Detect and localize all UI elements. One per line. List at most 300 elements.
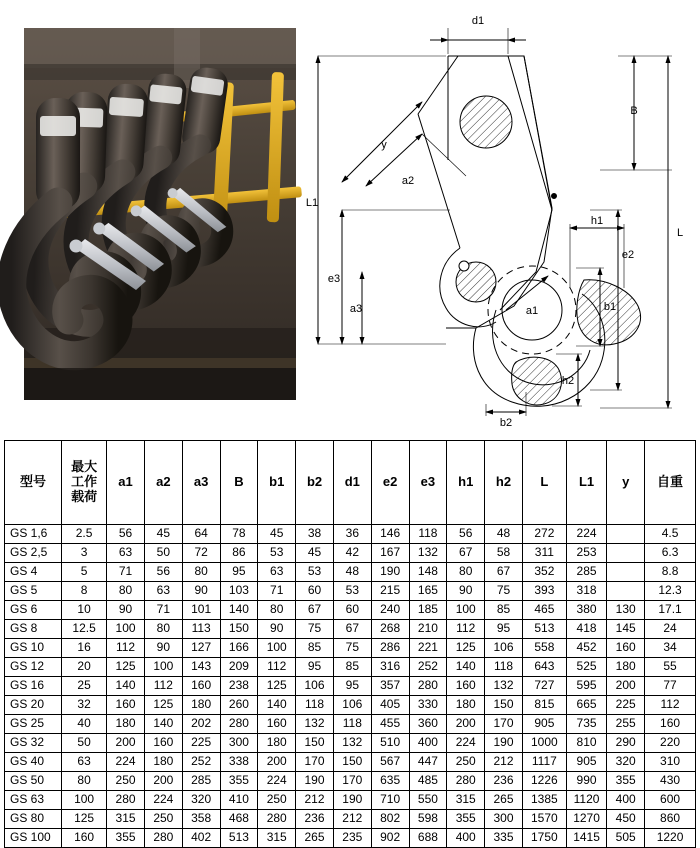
cell-b2: 265	[296, 829, 334, 848]
table-row	[5, 810, 696, 829]
cell-wll: 63	[62, 753, 107, 772]
cell-model: GS 2,5	[5, 544, 62, 563]
cell-h1: 80	[447, 563, 485, 582]
cell-b1: 224	[258, 772, 296, 791]
dim-label-h2: h2	[561, 375, 575, 387]
cell-e2: 190	[371, 563, 409, 582]
table-row	[5, 772, 696, 791]
cell-e3: 132	[409, 544, 447, 563]
col-header-h1: h1	[447, 441, 485, 525]
cell-a3: 90	[182, 582, 220, 601]
cell-b2: 38	[296, 525, 334, 544]
cell-B: 513	[220, 829, 258, 848]
cell-b2: 212	[296, 791, 334, 810]
cell-d1: 170	[333, 772, 371, 791]
cell-e2: 902	[371, 829, 409, 848]
cell-L1: 380	[566, 601, 606, 620]
cell-b2: 85	[296, 639, 334, 658]
cell-wll: 40	[62, 715, 107, 734]
cell-h2: 212	[485, 753, 523, 772]
cell-B: 78	[220, 525, 258, 544]
cell-L1: 318	[566, 582, 606, 601]
cell-weight: 77	[645, 677, 696, 696]
cell-d1: 235	[333, 829, 371, 848]
dim-label-L1: L1	[305, 197, 319, 209]
cell-a1: 90	[107, 601, 145, 620]
cell-d1: 42	[333, 544, 371, 563]
cell-a2: 250	[144, 810, 182, 829]
cell-d1: 85	[333, 658, 371, 677]
cell-b1: 140	[258, 696, 296, 715]
cell-d1: 36	[333, 525, 371, 544]
cell-e3: 280	[409, 677, 447, 696]
cell-e2: 146	[371, 525, 409, 544]
cell-e2: 710	[371, 791, 409, 810]
cell-a1: 71	[107, 563, 145, 582]
cell-model: GS 4	[5, 563, 62, 582]
col-header-L: L	[522, 441, 566, 525]
cell-B: 468	[220, 810, 258, 829]
cell-L: 905	[522, 715, 566, 734]
col-header-B: B	[220, 441, 258, 525]
cell-weight: 24	[645, 620, 696, 639]
cell-model: GS 50	[5, 772, 62, 791]
cell-d1: 132	[333, 734, 371, 753]
dim-label-h1: h1	[590, 215, 604, 227]
cell-L: 352	[522, 563, 566, 582]
col-header-e3: e3	[409, 441, 447, 525]
col-header-y: y	[607, 441, 645, 525]
cell-L1: 285	[566, 563, 606, 582]
cell-h1: 67	[447, 544, 485, 563]
cell-d1: 212	[333, 810, 371, 829]
cell-L1: 1415	[566, 829, 606, 848]
cell-e3: 550	[409, 791, 447, 810]
cell-y: 255	[607, 715, 645, 734]
cell-y: 450	[607, 810, 645, 829]
cell-model: GS 6	[5, 601, 62, 620]
cell-B: 280	[220, 715, 258, 734]
dim-label-a1: a1	[525, 305, 539, 317]
col-header-weight: 自重	[645, 441, 696, 525]
cell-h2: 75	[485, 582, 523, 601]
cell-B: 300	[220, 734, 258, 753]
cell-a3: 252	[182, 753, 220, 772]
table-row	[5, 525, 696, 544]
cell-B: 238	[220, 677, 258, 696]
cell-y	[607, 582, 645, 601]
cell-B: 140	[220, 601, 258, 620]
col-header-h2: h2	[485, 441, 523, 525]
cell-b1: 80	[258, 601, 296, 620]
table-row	[5, 658, 696, 677]
cell-model: GS 63	[5, 791, 62, 810]
cell-h2: 150	[485, 696, 523, 715]
cell-h2: 48	[485, 525, 523, 544]
table-row	[5, 620, 696, 639]
cell-wll: 16	[62, 639, 107, 658]
cell-a3: 402	[182, 829, 220, 848]
cell-a2: 140	[144, 715, 182, 734]
cell-e2: 802	[371, 810, 409, 829]
cell-e2: 286	[371, 639, 409, 658]
dim-label-a2: a2	[401, 175, 415, 187]
cell-h1: 400	[447, 829, 485, 848]
cell-e3: 148	[409, 563, 447, 582]
cell-weight: 600	[645, 791, 696, 810]
table-body	[5, 525, 696, 848]
cell-L1: 990	[566, 772, 606, 791]
cell-h1: 125	[447, 639, 485, 658]
cell-wll: 12.5	[62, 620, 107, 639]
cell-L1: 1270	[566, 810, 606, 829]
cell-e3: 447	[409, 753, 447, 772]
cell-weight: 860	[645, 810, 696, 829]
cell-model: GS 40	[5, 753, 62, 772]
cell-L: 1226	[522, 772, 566, 791]
cell-L1: 224	[566, 525, 606, 544]
cell-B: 103	[220, 582, 258, 601]
cell-h2: 95	[485, 620, 523, 639]
cell-b2: 95	[296, 658, 334, 677]
cell-model: GS 32	[5, 734, 62, 753]
cell-h1: 280	[447, 772, 485, 791]
cell-b2: 150	[296, 734, 334, 753]
cell-y: 320	[607, 753, 645, 772]
cell-a1: 140	[107, 677, 145, 696]
cell-L: 393	[522, 582, 566, 601]
cell-a1: 63	[107, 544, 145, 563]
dim-label-L: L	[676, 227, 684, 239]
cell-h1: 100	[447, 601, 485, 620]
cell-e3: 252	[409, 658, 447, 677]
cell-b1: 280	[258, 810, 296, 829]
cell-L1: 1120	[566, 791, 606, 810]
cell-B: 355	[220, 772, 258, 791]
cell-wll: 32	[62, 696, 107, 715]
table-row	[5, 791, 696, 810]
cell-a3: 358	[182, 810, 220, 829]
cell-e3: 118	[409, 525, 447, 544]
cell-a3: 101	[182, 601, 220, 620]
cell-e2: 167	[371, 544, 409, 563]
cell-L: 1117	[522, 753, 566, 772]
cell-L1: 525	[566, 658, 606, 677]
cell-wll: 25	[62, 677, 107, 696]
col-header-wll: 最大 工作 载荷	[62, 441, 107, 525]
cell-e2: 635	[371, 772, 409, 791]
cell-h1: 56	[447, 525, 485, 544]
col-header-a2: a2	[144, 441, 182, 525]
table-row	[5, 601, 696, 620]
cell-b2: 106	[296, 677, 334, 696]
dim-label-B: B	[630, 105, 638, 117]
cell-weight: 34	[645, 639, 696, 658]
cell-L: 558	[522, 639, 566, 658]
cell-d1: 190	[333, 791, 371, 810]
cell-L: 311	[522, 544, 566, 563]
cell-a1: 112	[107, 639, 145, 658]
cell-b1: 112	[258, 658, 296, 677]
cell-y	[607, 563, 645, 582]
cell-model: GS 20	[5, 696, 62, 715]
cell-e2: 268	[371, 620, 409, 639]
cell-b1: 90	[258, 620, 296, 639]
specification-table	[4, 440, 696, 848]
table-row	[5, 639, 696, 658]
cell-a1: 280	[107, 791, 145, 810]
cell-y: 130	[607, 601, 645, 620]
cell-a3: 72	[182, 544, 220, 563]
cell-y: 400	[607, 791, 645, 810]
cell-model: GS 12	[5, 658, 62, 677]
cell-d1: 60	[333, 601, 371, 620]
cell-L: 1000	[522, 734, 566, 753]
cell-h2: 118	[485, 658, 523, 677]
cell-wll: 20	[62, 658, 107, 677]
cell-b2: 60	[296, 582, 334, 601]
cell-a3: 160	[182, 677, 220, 696]
cell-b1: 180	[258, 734, 296, 753]
cell-h2: 265	[485, 791, 523, 810]
cell-b1: 125	[258, 677, 296, 696]
cell-e2: 405	[371, 696, 409, 715]
specification-table-container	[4, 440, 696, 848]
cell-a3: 320	[182, 791, 220, 810]
cell-e3: 330	[409, 696, 447, 715]
cell-b1: 100	[258, 639, 296, 658]
cell-a3: 285	[182, 772, 220, 791]
table-row	[5, 753, 696, 772]
cell-b1: 71	[258, 582, 296, 601]
cell-h1: 250	[447, 753, 485, 772]
cell-weight: 6.3	[645, 544, 696, 563]
cell-a1: 56	[107, 525, 145, 544]
cell-a2: 200	[144, 772, 182, 791]
cell-weight: 8.8	[645, 563, 696, 582]
technical-drawing	[300, 10, 692, 430]
cell-a2: 280	[144, 829, 182, 848]
cell-h1: 315	[447, 791, 485, 810]
cell-L1: 905	[566, 753, 606, 772]
cell-e3: 598	[409, 810, 447, 829]
cell-a1: 80	[107, 582, 145, 601]
cell-L1: 735	[566, 715, 606, 734]
cell-h1: 355	[447, 810, 485, 829]
cell-e3: 165	[409, 582, 447, 601]
cell-L1: 665	[566, 696, 606, 715]
cell-b1: 53	[258, 544, 296, 563]
cell-a1: 250	[107, 772, 145, 791]
cell-e3: 688	[409, 829, 447, 848]
cell-y: 225	[607, 696, 645, 715]
cell-a2: 71	[144, 601, 182, 620]
cell-L: 1570	[522, 810, 566, 829]
cell-wll: 3	[62, 544, 107, 563]
cell-e3: 400	[409, 734, 447, 753]
cell-b2: 132	[296, 715, 334, 734]
cell-weight: 220	[645, 734, 696, 753]
cell-b2: 118	[296, 696, 334, 715]
table-row	[5, 715, 696, 734]
cell-b2: 67	[296, 601, 334, 620]
product-photo	[24, 28, 296, 400]
cell-weight: 160	[645, 715, 696, 734]
dim-label-d1: d1	[471, 15, 485, 27]
cell-L: 727	[522, 677, 566, 696]
cell-model: GS 8	[5, 620, 62, 639]
cell-a1: 224	[107, 753, 145, 772]
cell-a1: 125	[107, 658, 145, 677]
cell-h1: 224	[447, 734, 485, 753]
cell-h2: 67	[485, 563, 523, 582]
cell-d1: 118	[333, 715, 371, 734]
cell-d1: 53	[333, 582, 371, 601]
cell-b1: 250	[258, 791, 296, 810]
technical-drawing-svg	[300, 10, 692, 430]
cell-e2: 316	[371, 658, 409, 677]
col-header-a1: a1	[107, 441, 145, 525]
dim-label-a3: a3	[349, 303, 363, 315]
cell-h2: 335	[485, 829, 523, 848]
cell-a3: 225	[182, 734, 220, 753]
cell-wll: 8	[62, 582, 107, 601]
col-header-L1: L1	[566, 441, 606, 525]
cell-h2: 300	[485, 810, 523, 829]
cell-e2: 567	[371, 753, 409, 772]
cell-d1: 150	[333, 753, 371, 772]
cell-a2: 160	[144, 734, 182, 753]
cell-b1: 160	[258, 715, 296, 734]
dim-label-b2: b2	[499, 417, 513, 429]
cell-h2: 190	[485, 734, 523, 753]
cell-y: 505	[607, 829, 645, 848]
cell-y: 145	[607, 620, 645, 639]
cell-a2: 224	[144, 791, 182, 810]
cell-h2: 106	[485, 639, 523, 658]
cell-d1: 75	[333, 639, 371, 658]
cell-h1: 112	[447, 620, 485, 639]
cell-model: GS 16	[5, 677, 62, 696]
cell-a2: 125	[144, 696, 182, 715]
cell-a1: 100	[107, 620, 145, 639]
cell-B: 209	[220, 658, 258, 677]
cell-y: 180	[607, 658, 645, 677]
col-header-b1: b1	[258, 441, 296, 525]
cell-b2: 190	[296, 772, 334, 791]
cell-a3: 143	[182, 658, 220, 677]
cell-model: GS 25	[5, 715, 62, 734]
cell-a2: 50	[144, 544, 182, 563]
cell-d1: 48	[333, 563, 371, 582]
cell-b2: 170	[296, 753, 334, 772]
cell-wll: 160	[62, 829, 107, 848]
cell-e3: 185	[409, 601, 447, 620]
product-photo-graphic	[24, 28, 296, 400]
cell-model: GS 5	[5, 582, 62, 601]
cell-e3: 485	[409, 772, 447, 791]
cell-a3: 202	[182, 715, 220, 734]
table-row	[5, 829, 696, 848]
cell-wll: 80	[62, 772, 107, 791]
cell-weight: 112	[645, 696, 696, 715]
cell-a2: 112	[144, 677, 182, 696]
table-row	[5, 696, 696, 715]
cell-wll: 10	[62, 601, 107, 620]
col-header-b2: b2	[296, 441, 334, 525]
cell-e2: 215	[371, 582, 409, 601]
cell-weight: 1220	[645, 829, 696, 848]
col-header-e2: e2	[371, 441, 409, 525]
cell-L1: 418	[566, 620, 606, 639]
cell-h2: 132	[485, 677, 523, 696]
dim-label-e2: e2	[621, 249, 635, 261]
cell-B: 95	[220, 563, 258, 582]
cell-L: 815	[522, 696, 566, 715]
cell-model: GS 80	[5, 810, 62, 829]
cell-h1: 140	[447, 658, 485, 677]
cell-y	[607, 525, 645, 544]
cell-b1: 63	[258, 563, 296, 582]
table-row	[5, 544, 696, 563]
cell-B: 260	[220, 696, 258, 715]
cell-b2: 75	[296, 620, 334, 639]
table-row	[5, 677, 696, 696]
cell-weight: 12.3	[645, 582, 696, 601]
cell-y: 200	[607, 677, 645, 696]
cell-wll: 100	[62, 791, 107, 810]
table-row	[5, 563, 696, 582]
cell-h2: 170	[485, 715, 523, 734]
cell-L: 1750	[522, 829, 566, 848]
cell-e3: 210	[409, 620, 447, 639]
cell-a1: 355	[107, 829, 145, 848]
cell-L: 643	[522, 658, 566, 677]
cell-b2: 53	[296, 563, 334, 582]
cell-b1: 45	[258, 525, 296, 544]
cell-a1: 200	[107, 734, 145, 753]
cell-h1: 180	[447, 696, 485, 715]
cell-e2: 510	[371, 734, 409, 753]
cell-a1: 180	[107, 715, 145, 734]
col-header-model: 型号	[5, 441, 62, 525]
cell-B: 338	[220, 753, 258, 772]
cell-y: 160	[607, 639, 645, 658]
cell-weight: 310	[645, 753, 696, 772]
cell-d1: 95	[333, 677, 371, 696]
cell-a2: 180	[144, 753, 182, 772]
cell-wll: 5	[62, 563, 107, 582]
cell-L: 272	[522, 525, 566, 544]
cell-L1: 595	[566, 677, 606, 696]
cell-wll: 2.5	[62, 525, 107, 544]
cell-wll: 50	[62, 734, 107, 753]
cell-e3: 221	[409, 639, 447, 658]
dim-label-e3: e3	[327, 273, 341, 285]
cell-a2: 56	[144, 563, 182, 582]
cell-y	[607, 544, 645, 563]
cell-h1: 200	[447, 715, 485, 734]
cell-h2: 85	[485, 601, 523, 620]
cell-d1: 67	[333, 620, 371, 639]
cell-a3: 113	[182, 620, 220, 639]
dim-label-y: y	[381, 139, 387, 151]
cell-L: 513	[522, 620, 566, 639]
cell-y: 290	[607, 734, 645, 753]
cell-model: GS 1,6	[5, 525, 62, 544]
cell-y: 355	[607, 772, 645, 791]
cell-L: 465	[522, 601, 566, 620]
